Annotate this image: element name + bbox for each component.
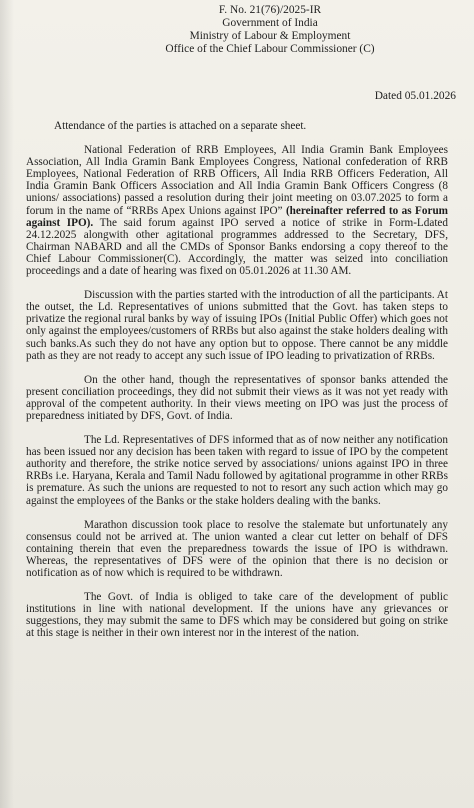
file-number: F. No. 21(76)/2025-IR	[218, 4, 322, 16]
dfs-paragraph: The Ld. Representatives of DFS informed that as of now neither any notification has been issued nor any decision has been taken with regard to issue of IPO by the competent authority and therefore, the strike notice served by associations/ unions against IPO in three RRBs i.e. Haryana, Kerala and Tamil Nadu followed by agitational programme in other RRBs is premature. As such the unions are requested to not to resort any such action which may go against the employees of the Banks or the stake holders dealing with the banks.	[26, 434, 448, 507]
date-line: Dated 05.01.2026	[374, 90, 456, 102]
page-shadow	[0, 0, 14, 808]
unions-text-b: The said forum against IPO served a notice of strike in Form-Ldated 24.12.2025 alongwith other agitational programmes addressed to the Secretary, DFS, Chairman NABARD and all the CMDs of Sponsor Banks endorsing a copy thereof to the Chief Labour Commissioner(C). Accordingly, the matter was seized into conciliation proceedings and a date of hearing was fixed on 05.01.2026 at 11.30 AM.	[26, 216, 448, 278]
government-line: Government of India	[222, 17, 318, 29]
attendance-paragraph: Attendance of the parties is attached on a separate sheet.	[54, 120, 307, 132]
marathon-paragraph: Marathon discussion took place to resolve the stalemate but unfortunately any consensus could not be arrived at. The union wanted a clear cut letter on behalf of DFS containing therein that even the preparedness towards the issue of IPO is withdrawn. Whereas, the representatives of DFS were of the opinion that there is no decision or notification as of now which is required to be withdrawn.	[26, 518, 448, 579]
ministry-line: Ministry of Labour & Employment	[189, 30, 351, 42]
sponsor-banks-paragraph: On the other hand, though the representatives of sponsor banks attended the present conciliation proceedings, they did not submit their views as it was not yet ready with approval of the competent authority. In their views meeting on IPO was just the process of preparedness initiated by DFS, Govt. of India.	[26, 373, 448, 422]
letter-body	[26, 120, 448, 651]
letter-header	[0, 4, 474, 56]
unions-paragraph	[26, 144, 448, 277]
discussion-paragraph: Discussion with the parties started with the introduction of all the participants. At the outset, the Ld. Representatives of unions submitted that the Govt. has taken steps to privatize the regional rural banks by way of issuing IPOs (Initial Public Offer) which goes not only against the employees/customers of RRBs but also against the stake holders dealing with such banks.As such they do not have any option but to oppose. There cannot be any middle path as they are not ready to accept any such issue of IPO leading to privatization of RRBs.	[26, 289, 448, 362]
forum-definition: (hereinafter referred to as Forum against IPO).	[26, 204, 448, 229]
govt-paragraph: The Govt. of India is obliged to take care of the development of public institutions in line with national development. If the unions have any grievances or suggestions, they may submit the same to DFS which may be considered but going on strike at this stage is neither in their own interest nor in the interest of the nation.	[26, 591, 448, 640]
unions-text-a: National Federation of RRB Employees, All India Gramin Bank Employees Association, All India Gramin Bank Employees Congress, National confederation of RRB Employees, National Federation of RRB Officers, All India RRB Officers Federation, All India Gramin Bank Officers Association and All India Gramin Bank Officers Congress (8 unions/ associations) passed a resolution during their joint meeting on 03.07.2025 to form a forum in the name of “RRBs Apex Unions against IPO”	[26, 144, 448, 217]
office-line: Office of the Chief Labour Commissioner (C)	[165, 43, 375, 55]
